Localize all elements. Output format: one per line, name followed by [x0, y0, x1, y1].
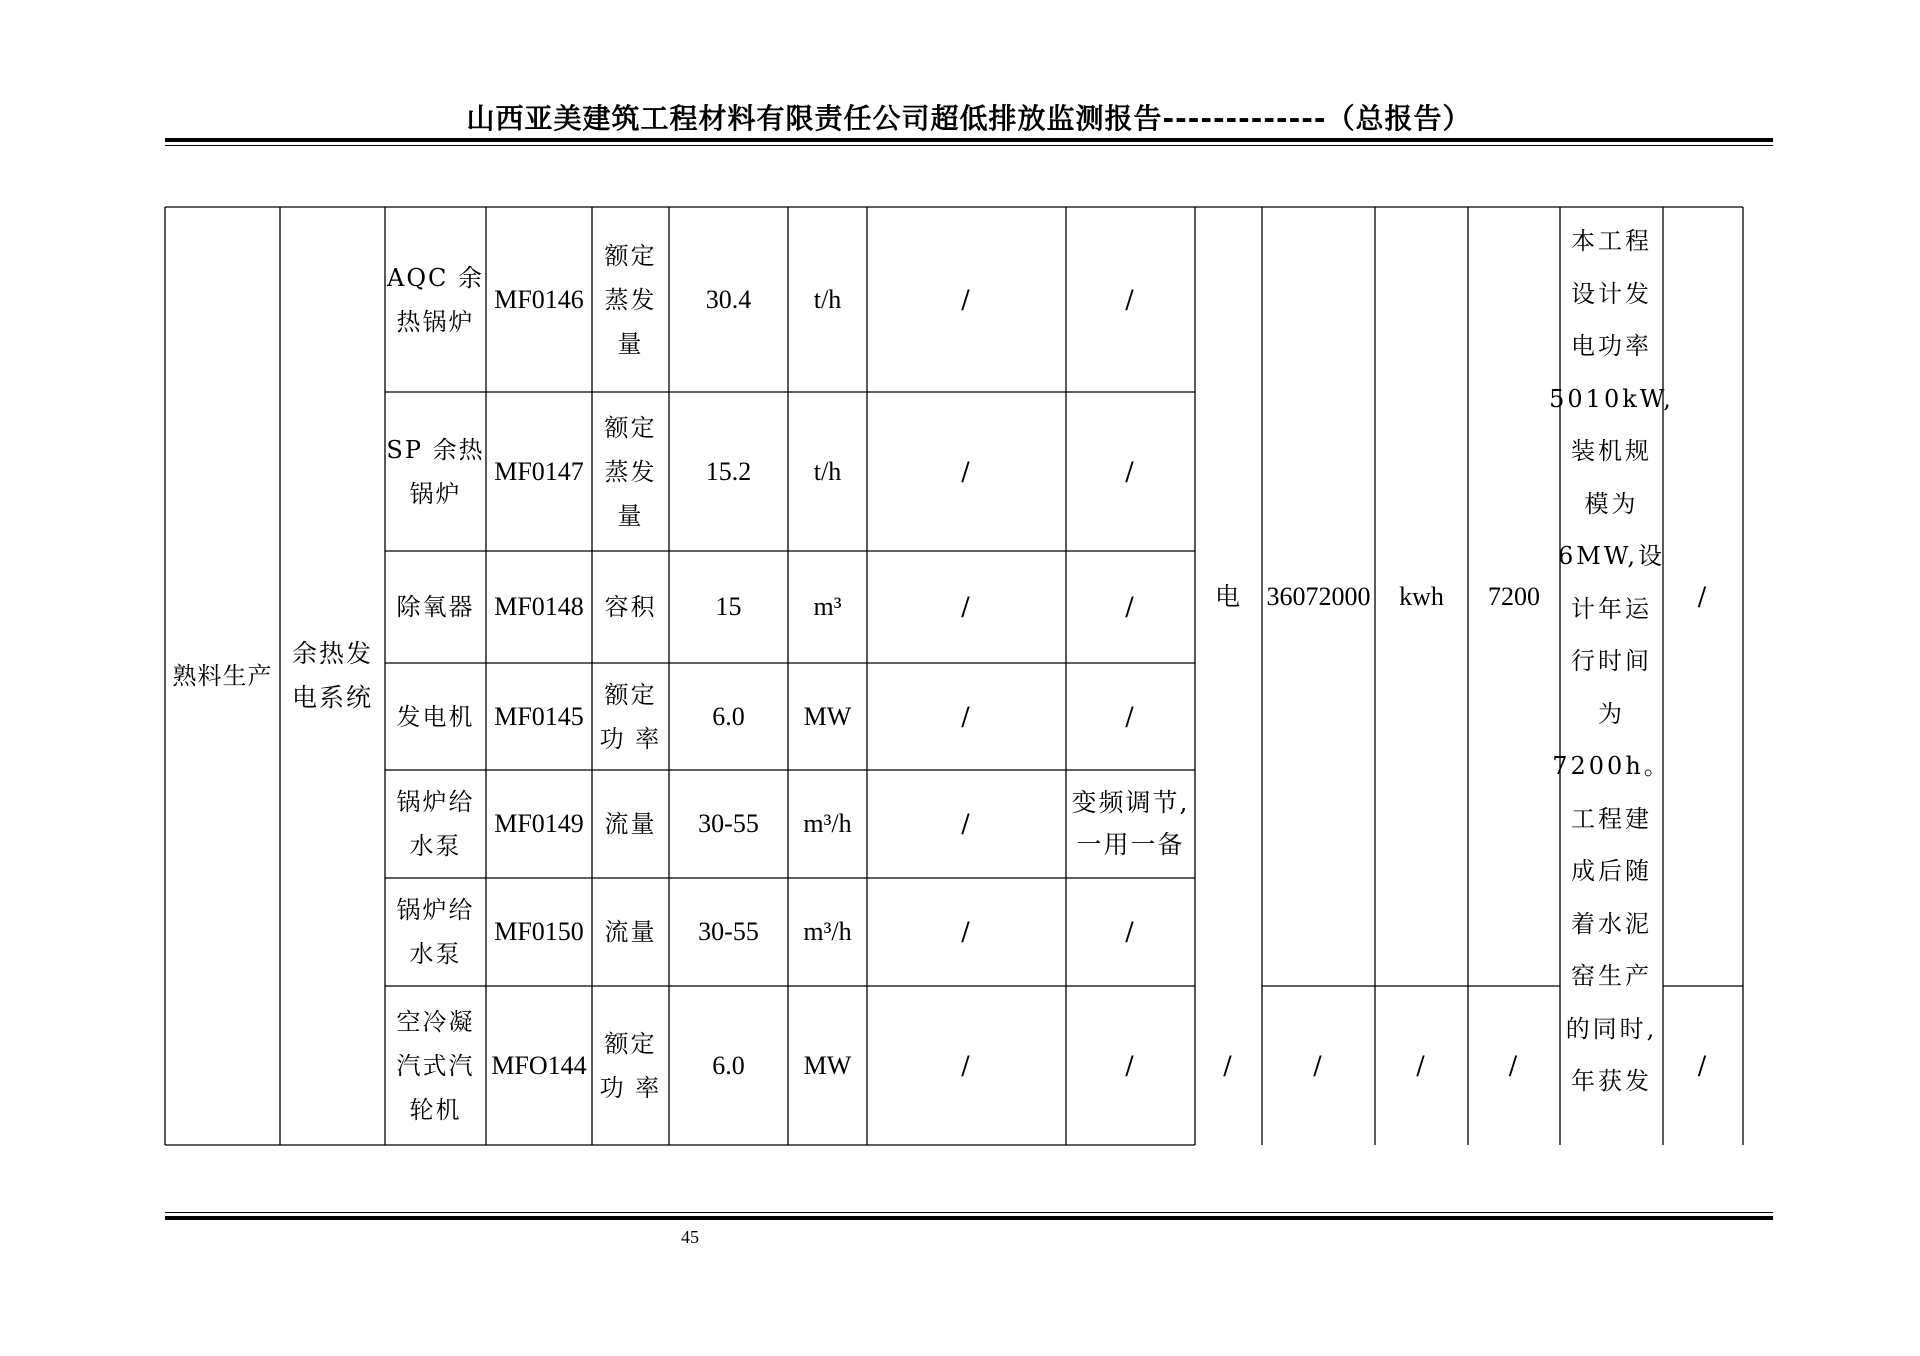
row-2-unit-cell: [788, 392, 867, 551]
row-4-code-cell: [486, 663, 592, 770]
row-1-value-cell: [669, 207, 788, 392]
last-top-cell: /: [1697, 581, 1709, 611]
row-7-unit-cell: [788, 986, 867, 1145]
row-2-unit: t/h: [813, 456, 842, 486]
energy-cell: 电: [1214, 581, 1242, 611]
row-5-name: 锅炉给 水泵: [396, 788, 475, 860]
row-3-col9: /: [1125, 592, 1136, 621]
tail-last-cell: /: [1697, 1050, 1709, 1080]
row-2-code: MF0147: [494, 456, 584, 486]
row-3-name-cell: [385, 551, 486, 663]
row-6-name: 锅炉给 水泵: [396, 896, 475, 968]
row-6-code: MF0150: [494, 917, 584, 946]
row-3-col9-cell: [1066, 551, 1195, 663]
row-3-name: 除氧器: [396, 593, 475, 621]
row-1-param-cell: [592, 207, 669, 392]
row-2-param: 额定 蒸发 量: [604, 413, 657, 530]
row-7-code: MFO144: [491, 1050, 587, 1080]
row-4-name: 发电机: [396, 702, 475, 731]
row-2-col8: /: [961, 456, 972, 486]
footer-rule-thick: [165, 1216, 1773, 1220]
row-4-unit: MW: [803, 701, 852, 731]
row-7-name: 空冷凝 汽式汽 轮机: [396, 1007, 475, 1124]
row-1-unit: t/h: [813, 284, 842, 314]
row-4-name-cell: [385, 663, 486, 770]
row-3-param: 容积: [604, 593, 657, 621]
tail-unit-cell: /: [1416, 1050, 1427, 1080]
row-2-col9-cell: [1066, 392, 1195, 551]
row-3-code-cell: [486, 551, 592, 663]
row-1-name: AQC 余 热锅炉: [387, 263, 484, 336]
row-4-col9: /: [1125, 701, 1136, 731]
row-4-param: 额定 功 率: [599, 680, 662, 753]
report-header-title: 山西亚美建筑工程材料有限责任公司超低排放监测报告-------------（总报告）: [466, 102, 1472, 135]
row-5-col9-cell: [1066, 770, 1195, 878]
footer-rule-thin: [165, 1212, 1773, 1213]
row-5-param: 流量: [604, 810, 657, 838]
row-1-code: MF0146: [494, 284, 584, 314]
row-5-name-cell: [385, 770, 486, 878]
row-3-code: MF0148: [494, 592, 584, 621]
row-7-col9: /: [1125, 1050, 1136, 1080]
row-2-param-cell: [592, 392, 669, 551]
row-4-code: MF0145: [494, 701, 584, 731]
row-2-col8-cell: [867, 392, 1066, 551]
row-6-name-cell: [385, 878, 486, 986]
row-4-param-cell: [592, 663, 669, 770]
row-4-col9-cell: [1066, 663, 1195, 770]
row-6-unit: m³/h: [803, 917, 852, 946]
tail-amount-cell: /: [1313, 1050, 1324, 1080]
row-6-unit-cell: [788, 878, 867, 986]
row-7-col9-cell: [1066, 986, 1195, 1145]
tail-energy-cell: /: [1223, 1050, 1234, 1080]
row-5-value-cell: [669, 770, 788, 878]
row-2-name: SP 余热 锅炉: [386, 435, 485, 508]
row-1-col8-cell: [867, 207, 1066, 392]
note-text: 本工程 设计发 电功率 5010kW, 装机规 模为 6MW,设 计年运 行时间 为 7200h。 工程建 成后随 着水泥 窑生产 的同时, 年获发: [1549, 227, 1674, 1095]
row-1-param: 额定 蒸发 量: [604, 241, 657, 358]
row-4-unit-cell: [788, 663, 867, 770]
row-7-col8: /: [961, 1050, 972, 1080]
row-7-param: 额定 功 率: [599, 1029, 662, 1102]
row-5-col9: 变频调节, 一用一备: [1071, 788, 1190, 859]
row-1-col8: /: [961, 284, 972, 314]
row-2-value-cell: [669, 392, 788, 551]
row-3-param-cell: [592, 551, 669, 663]
row-7-param-cell: [592, 986, 669, 1145]
row-2-code-cell: [486, 392, 592, 551]
row-1-name-cell: [385, 207, 486, 392]
row-5-col8-cell: [867, 770, 1066, 878]
page-number: 45: [681, 1227, 699, 1247]
row-5-unit: m³/h: [803, 809, 852, 838]
row-2-name-cell: [385, 392, 486, 551]
row-6-col9: /: [1125, 917, 1136, 946]
row-6-param: 流量: [604, 918, 657, 946]
row-7-unit: MW: [803, 1050, 852, 1080]
row-1-col9-cell: [1066, 207, 1195, 392]
row-3-col8-cell: [867, 551, 1066, 663]
row-6-col9-cell: [1066, 878, 1195, 986]
amount-unit-cell: kwh: [1399, 581, 1444, 611]
row-2-value: 15.2: [705, 456, 752, 486]
row-4-col8-cell: [867, 663, 1066, 770]
row-5-code-cell: [486, 770, 592, 878]
hours-cell: 7200: [1488, 581, 1540, 611]
row-1-col9: /: [1125, 284, 1136, 314]
row-2-col9: /: [1125, 456, 1136, 486]
tail-hours-cell: /: [1508, 1050, 1520, 1080]
row-3-value: 15: [715, 592, 742, 621]
system-label: 余热发 电系统: [291, 639, 373, 712]
amount-cell: 36072000: [1266, 581, 1371, 611]
row-6-col8: /: [961, 917, 972, 946]
row-5-unit-cell: [788, 770, 867, 878]
row-7-code-cell: [486, 986, 592, 1145]
row-7-value-cell: [669, 986, 788, 1145]
row-5-param-cell: [592, 770, 669, 878]
row-3-col8: /: [961, 592, 972, 621]
row-4-value-cell: [669, 663, 788, 770]
row-3-unit: m³: [813, 592, 842, 621]
row-5-code: MF0149: [494, 809, 584, 838]
row-1-code-cell: [486, 207, 592, 392]
row-6-value: 30-55: [698, 917, 759, 946]
row-5-col8: /: [961, 809, 972, 838]
row-4-col8: /: [961, 701, 972, 731]
process-cell: 熟料生产: [172, 662, 273, 690]
row-3-unit-cell: [788, 551, 867, 663]
row-7-value: 6.0: [712, 1050, 745, 1080]
row-6-param-cell: [592, 878, 669, 986]
row-7-name-cell: [385, 986, 486, 1145]
row-1-unit-cell: [788, 207, 867, 392]
row-4-value: 6.0: [712, 701, 745, 731]
row-7-col8-cell: [867, 986, 1066, 1145]
note-cell: [1549, 215, 1674, 1145]
row-5-value: 30-55: [698, 809, 759, 838]
row-3-value-cell: [669, 551, 788, 663]
row-6-code-cell: [486, 878, 592, 986]
row-6-value-cell: [669, 878, 788, 986]
row-1-value: 30.4: [705, 284, 752, 314]
row-6-col8-cell: [867, 878, 1066, 986]
system-cell: [280, 207, 385, 1145]
